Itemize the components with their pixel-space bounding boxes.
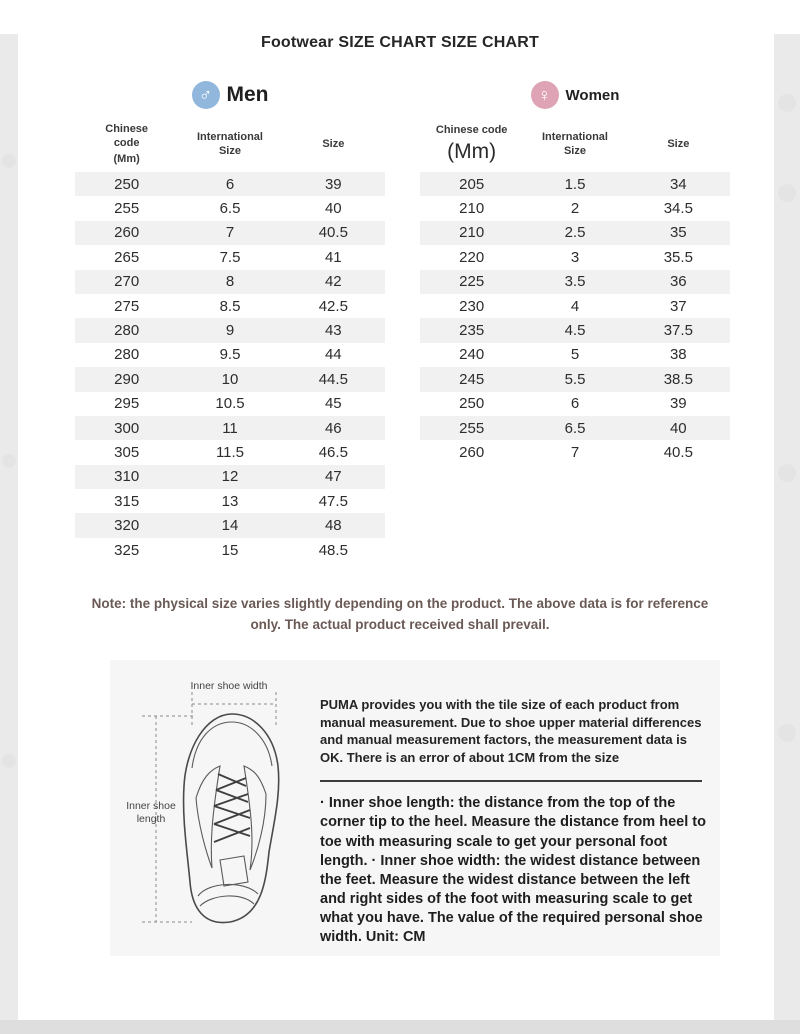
table-cell: 44 bbox=[324, 346, 342, 364]
table-cell: 270 bbox=[114, 273, 140, 291]
table-cell: 47 bbox=[324, 468, 342, 486]
table-cell: 6 bbox=[225, 175, 235, 193]
women-col-size: Size bbox=[667, 137, 690, 150]
table-cell: 44.5 bbox=[318, 370, 348, 388]
table-cell: 48 bbox=[324, 517, 342, 535]
women-heading-label: Women bbox=[565, 86, 620, 104]
table-cell: 6 bbox=[570, 395, 580, 413]
table-cell: 42 bbox=[324, 273, 342, 291]
table-row bbox=[75, 416, 385, 440]
table-row bbox=[75, 245, 385, 269]
men-col-mm-unit: (Mm) bbox=[113, 153, 140, 166]
table-cell: 320 bbox=[114, 517, 140, 535]
table-cell: 240 bbox=[459, 346, 485, 364]
table-cell: 46 bbox=[324, 419, 342, 437]
measure-guide-paragraph-2: · Inner shoe length: the distance from the top of the corner tip to the heel. Measure the distance from heel to toe with measuring scale to get your personal foot length. · Inner shoe width: the widest distance between the feet. Measure the widest distance between the left and right sides of the foot with measuring scale to get what you have. The value of the required personal shoe width. Unit: CM bbox=[320, 795, 706, 946]
table-cell: 11 bbox=[222, 419, 238, 437]
table-cell: 10 bbox=[221, 370, 239, 388]
table-cell: 255 bbox=[459, 419, 485, 437]
table-row bbox=[75, 294, 385, 318]
table-cell: 230 bbox=[459, 297, 485, 315]
table-row bbox=[75, 343, 385, 367]
women-table-body bbox=[420, 172, 730, 465]
table-row bbox=[75, 367, 385, 391]
table-cell: 255 bbox=[114, 200, 140, 218]
table-cell: 260 bbox=[459, 443, 485, 461]
table-row bbox=[420, 318, 730, 342]
table-row bbox=[420, 440, 730, 464]
table-cell: 38 bbox=[669, 346, 687, 364]
table-row bbox=[75, 270, 385, 294]
table-row bbox=[420, 172, 730, 196]
table-row bbox=[75, 465, 385, 489]
table-row bbox=[420, 245, 730, 269]
table-cell: 40 bbox=[324, 200, 342, 218]
table-cell: 7.5 bbox=[219, 248, 241, 266]
men-heading-label: Men bbox=[226, 83, 269, 106]
table-cell: 9.5 bbox=[219, 346, 241, 364]
table-row bbox=[420, 221, 730, 245]
table-cell: 280 bbox=[114, 322, 140, 340]
table-cell: 250 bbox=[459, 395, 485, 413]
table-cell: 8 bbox=[225, 273, 235, 291]
female-icon: ♀ bbox=[531, 81, 559, 109]
table-cell: 4.5 bbox=[564, 322, 586, 340]
table-row bbox=[420, 270, 730, 294]
table-row bbox=[75, 196, 385, 220]
table-cell: 210 bbox=[459, 200, 485, 218]
table-row bbox=[420, 196, 730, 220]
table-cell: 260 bbox=[114, 224, 140, 242]
women-size-table bbox=[420, 78, 730, 562]
table-cell: 310 bbox=[114, 468, 140, 486]
table-cell: 35.5 bbox=[663, 248, 693, 266]
women-col-international-size: International Size bbox=[541, 130, 608, 157]
table-cell: 34 bbox=[669, 175, 687, 193]
table-row bbox=[75, 221, 385, 245]
table-cell: 35 bbox=[669, 224, 687, 242]
women-col-mm-unit: (Mm) bbox=[447, 140, 497, 163]
table-cell: 47.5 bbox=[318, 492, 348, 510]
table-cell: 9 bbox=[225, 322, 235, 340]
table-cell: 280 bbox=[114, 346, 140, 364]
male-icon: ♂ bbox=[192, 81, 220, 109]
page-edge-left bbox=[0, 34, 18, 1020]
table-cell: 40.5 bbox=[318, 224, 348, 242]
men-table-header bbox=[75, 116, 385, 172]
table-cell: 6.5 bbox=[219, 200, 241, 218]
table-cell: 6.5 bbox=[564, 419, 586, 437]
table-cell: 5.5 bbox=[564, 370, 586, 388]
women-heading bbox=[420, 78, 730, 112]
men-col-chinese-code: Chinese code (Mm) bbox=[105, 122, 149, 166]
table-cell: 235 bbox=[459, 322, 485, 340]
table-cell: 1.5 bbox=[564, 175, 586, 193]
page-title: Footwear SIZE CHART SIZE CHART bbox=[260, 34, 539, 51]
men-col-size: Size bbox=[322, 137, 345, 150]
table-cell: 39 bbox=[324, 175, 342, 193]
table-cell: 275 bbox=[114, 297, 140, 315]
table-cell: 300 bbox=[114, 419, 140, 437]
table-cell: 15 bbox=[221, 541, 239, 559]
table-row bbox=[420, 294, 730, 318]
table-cell: 205 bbox=[459, 175, 485, 193]
table-cell: 290 bbox=[114, 370, 140, 388]
table-cell: 4 bbox=[570, 297, 580, 315]
table-cell: 40 bbox=[669, 419, 687, 437]
women-table-header bbox=[420, 116, 730, 172]
table-cell: 3 bbox=[570, 248, 580, 266]
table-cell: 37.5 bbox=[663, 322, 693, 340]
table-cell: 12 bbox=[221, 468, 239, 486]
measure-guide-paragraph-1: PUMA provides you with the tile size of each product from manual measurement. Due to shoe upper material differences and manual measurement factors, the measurement data is OK. There is an error of about 1CM from the size bbox=[320, 697, 702, 765]
table-cell: 3.5 bbox=[564, 273, 586, 291]
table-cell: 39 bbox=[669, 395, 687, 413]
table-cell: 43 bbox=[324, 322, 342, 340]
table-cell: 5 bbox=[570, 346, 580, 364]
table-row bbox=[420, 343, 730, 367]
divider bbox=[320, 780, 702, 782]
table-cell: 10.5 bbox=[215, 395, 245, 413]
women-col-chinese-code: Chinese code (Mm) bbox=[420, 123, 523, 166]
table-cell: 325 bbox=[114, 541, 140, 559]
table-cell: 210 bbox=[459, 224, 485, 242]
table-row bbox=[420, 392, 730, 416]
table-cell: 45 bbox=[324, 395, 342, 413]
table-cell: 245 bbox=[459, 370, 485, 388]
table-cell: 42.5 bbox=[318, 297, 348, 315]
table-cell: 315 bbox=[114, 492, 140, 510]
table-cell: 14 bbox=[221, 517, 239, 535]
table-cell: 41 bbox=[324, 248, 342, 266]
table-cell: 295 bbox=[114, 395, 140, 413]
table-cell: 8.5 bbox=[219, 297, 241, 315]
men-col-international-size: International Size bbox=[196, 130, 263, 157]
table-cell: 305 bbox=[114, 443, 140, 461]
table-cell: 38.5 bbox=[663, 370, 693, 388]
table-cell: 36 bbox=[669, 273, 687, 291]
table-row bbox=[75, 172, 385, 196]
table-cell: 7 bbox=[225, 224, 235, 242]
table-cell: 250 bbox=[114, 175, 140, 193]
table-cell: 46.5 bbox=[318, 443, 348, 461]
table-cell: 220 bbox=[459, 248, 485, 266]
page-edge-bottom bbox=[0, 1020, 800, 1034]
table-cell: 265 bbox=[114, 248, 140, 266]
table-cell: 11.5 bbox=[215, 443, 245, 461]
table-row bbox=[75, 392, 385, 416]
table-cell: 34.5 bbox=[663, 200, 693, 218]
table-row bbox=[75, 318, 385, 342]
table-cell: 48.5 bbox=[318, 541, 348, 559]
inner-shoe-width-label: Inner shoe width bbox=[190, 680, 268, 693]
table-cell: 40.5 bbox=[663, 443, 693, 461]
table-row bbox=[75, 440, 385, 464]
men-size-table bbox=[75, 78, 385, 562]
table-cell: 225 bbox=[459, 273, 485, 291]
shoe-diagram bbox=[126, 682, 306, 936]
table-row bbox=[420, 416, 730, 440]
size-tables bbox=[75, 78, 800, 562]
table-row bbox=[75, 489, 385, 513]
table-row bbox=[75, 513, 385, 537]
table-cell: 37 bbox=[669, 297, 687, 315]
table-cell: 2.5 bbox=[564, 224, 586, 242]
measure-guide-panel bbox=[110, 660, 720, 956]
table-cell: 2 bbox=[570, 200, 580, 218]
table-cell: 7 bbox=[570, 443, 580, 461]
men-table-body bbox=[75, 172, 385, 562]
men-heading bbox=[75, 78, 385, 112]
table-row bbox=[420, 367, 730, 391]
inner-shoe-length-label: Inner shoe length bbox=[126, 800, 176, 826]
table-row bbox=[75, 538, 385, 562]
measure-guide-text bbox=[320, 682, 706, 946]
note-text: Note: the physical size varies slightly depending on the product. The above data is for reference only. The actual product received shall prevail. bbox=[91, 596, 709, 633]
table-cell: 13 bbox=[221, 492, 239, 510]
